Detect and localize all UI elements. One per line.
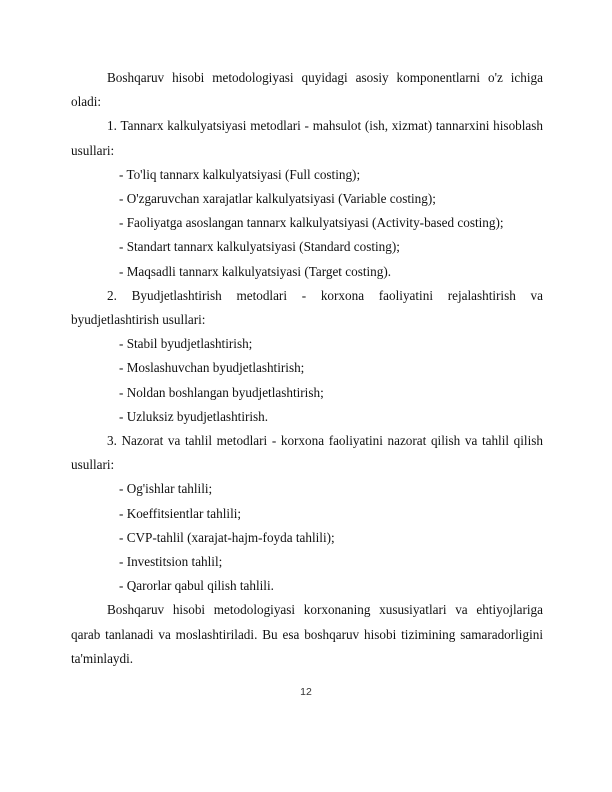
list-item: - To'liq tannarx kalkulyatsiyasi (Full costing); bbox=[119, 166, 361, 182]
list-item: - Koeffitsientlar tahlili; bbox=[119, 505, 242, 521]
list-item: - Qarorlar qabul qilish tahlili. bbox=[119, 578, 274, 594]
section-1-heading: 1. Tannarx kalkulyatsiyasi metodlari - mahsulot (ish, xizmat) tannarxini hisoblash usullari: bbox=[71, 118, 543, 158]
list-item: - Moslashuvchan byudjetlashtirish; bbox=[119, 360, 305, 376]
list-item: - Stabil byudjetlashtirish; bbox=[119, 336, 253, 352]
list-item: - CVP-tahlil (xarajat-hajm-foyda tahlili); bbox=[119, 529, 335, 545]
conclusion-paragraph: Boshqaruv hisobi metodologiyasi korxonaning xususiyatlari va ehtiyojlariga qarab tanlanadi va moslashtiriladi. Bu esa boshqaruv hisobi tizimining samaradorligini ta'minlaydi. bbox=[71, 602, 543, 666]
section-3-heading: 3. Nazorat va tahlil metodlari - korxona faoliyatini nazorat qilish va tahlil qilish usullari: bbox=[71, 433, 543, 473]
list-item: - Uzluksiz byudjetlashtirish. bbox=[119, 408, 269, 424]
section-2-heading: 2. Byudjetlashtirish metodlari - korxona faoliyatini rejalashtirish va byudjetlashtirish usullari: bbox=[71, 287, 543, 328]
list-item: - Standart tannarx kalkulyatsiyasi (Standard costing); bbox=[119, 239, 400, 255]
intro-paragraph: Boshqaruv hisobi metodologiyasi quyidagi asosiy komponentlarni o'z ichiga oladi: bbox=[71, 70, 543, 110]
page-number: 12 bbox=[300, 686, 312, 698]
list-item: - Noldan boshlangan byudjetlashtirish; bbox=[119, 384, 324, 400]
document-body bbox=[71, 66, 543, 671]
list-item: - Og'ishlar tahlili; bbox=[119, 481, 213, 497]
list-item: - O'zgaruvchan xarajatlar kalkulyatsiyasi (Variable costing); bbox=[119, 191, 436, 207]
list-item: - Maqsadli tannarx kalkulyatsiyasi (Target costing). bbox=[119, 263, 392, 279]
list-item: - Faoliyatga asoslangan tannarx kalkulyatsiyasi (Activity-based costing); bbox=[119, 215, 504, 231]
list-item: - Investitsion tahlil; bbox=[119, 554, 223, 570]
